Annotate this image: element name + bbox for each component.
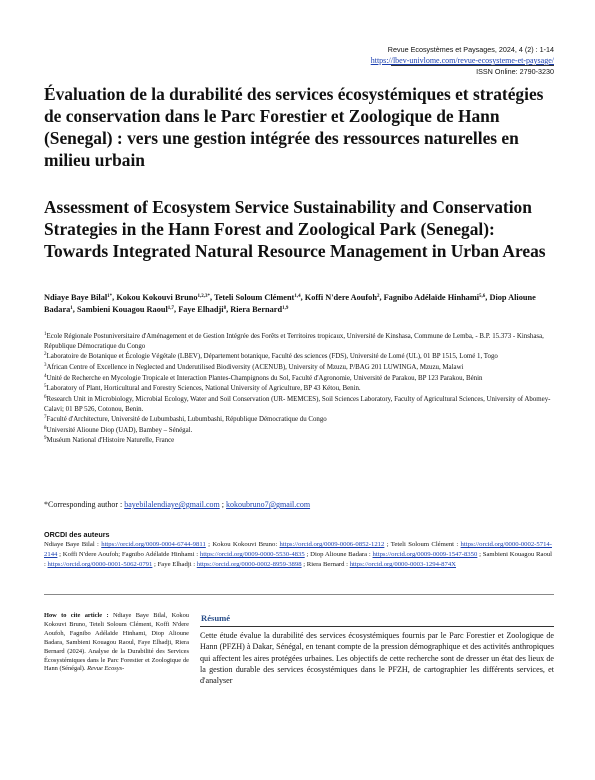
affiliation-item <box>44 415 552 425</box>
header-rule <box>391 65 554 66</box>
orcid-author: Faye Elhadji : <box>157 561 197 569</box>
orcid-author: Sambieni Kouagou Raoul : <box>44 551 553 569</box>
orcid-author: Riera Bernard : <box>306 561 350 569</box>
how-to-cite <box>44 612 189 674</box>
email-link-1[interactable]: bayebilalendiaye@gmail.com <box>124 500 220 509</box>
issn: ISSN Online: 2790-3230 <box>476 67 554 76</box>
affiliation-text: Laboratory of Plant, Horticultural and Forestry Sciences, National University of Agriculture, BP 43 Kétou, Benin. <box>46 385 361 393</box>
author-affil-sup: 1* <box>107 294 113 299</box>
author-name: Teteli Soloum Clément <box>213 293 295 302</box>
author-affil-sup: 5,6 <box>479 294 486 299</box>
orcid-author: Diop Alioune Badara : <box>310 551 373 559</box>
orcid-link[interactable]: https://orcid.org/0009-0006-0852-1212 <box>279 541 385 548</box>
orcid-link[interactable]: https://orcid.org/0009-0000-5530-4835 <box>199 551 305 559</box>
affiliation-item <box>44 374 552 384</box>
orcid-link[interactable]: https://orcid.org/0009-0009-1547-8350 <box>372 551 478 559</box>
cite-text: Ndiaye Baye Bilal, Kokou Kokouvi Bruno, Teteli Soloum Clément, Koffi N'dere Aoufoh, Fagnibo Adélaïde Hinhami, Diop Alioune Badara, Sambieni Kouagou Raoul, Faye Elhadji, Riera Bernard (2024). Analyse de la Durabilité des Services Écosystémiques dans le Parc Forestier et Zoologique de Hann (Sénégal). <box>44 612 189 673</box>
affiliation-sup: 8 <box>44 425 47 431</box>
affiliation-item <box>44 395 552 415</box>
author-name: Koffi N'dere Aoufoh <box>304 293 377 302</box>
orcid-author: Koffi N'dere Aoufoh; Fagnibo Adélaïde Hinhami : <box>62 551 200 559</box>
corresponding-label: *Corresponding author : <box>44 500 125 509</box>
affiliation-item <box>44 332 552 352</box>
affiliation-text: Muséum National d'Histoire Naturelle, France <box>46 437 175 445</box>
affiliation-item <box>44 436 552 446</box>
affiliation-text: Ecole Régionale Postuniversitaire d'Aménagement et de Gestion Intégrée des Forêts et Territoires tropicaux, Université de Kinshasa, Commune de Lemba, - B.P. 15.373 - Kinshasa, République Démocratique du Congo <box>44 333 544 350</box>
affiliation-text: African Centre of Excellence in Neglected and Underutilised Biodiversity (ACENUB), University of Mzuzu, P/BAG 201 LUWINGA, Mzuzu, Malawi <box>46 363 464 371</box>
orcid-author: Kokou Kokouvi Bruno: <box>212 541 280 548</box>
affiliation-sup: 4 <box>44 373 47 379</box>
orcid-heading: ORCDI des auteurs <box>44 530 110 539</box>
affiliation-item <box>44 384 552 394</box>
abstract-heading: Résumé <box>201 613 231 623</box>
title-english: Assessment of Ecosystem Service Sustainability and Conservation Strategies in the Hann Forest and Zoological Park (Senegal): Towards Integrated Natural Resource Management in Urban Areas <box>44 197 546 261</box>
author-affil-sup: 1,7 <box>167 306 175 311</box>
affiliation-item <box>44 363 552 373</box>
affiliation-sup: 1 <box>44 332 47 337</box>
affiliation-text: Laboratoire de Botanique et Écologie Végétale (LBEV), Département botanique, Faculté des sciences (FDS), Université de Lomé (UL), 01 BP 1515, Lomé 1, Togo <box>46 353 498 361</box>
author-affil-sup: 1,2,3* <box>197 294 210 299</box>
orcid-link[interactable]: https://orcid.org/0009-0004-6744-9811 <box>101 541 206 548</box>
cite-label: How to cite article : <box>44 612 113 619</box>
affiliation-item <box>44 352 552 362</box>
author-name: Ndiaye Baye Bilal <box>44 293 108 302</box>
orcid-list: Ndiaye Baye Bilal : https://orcid.org/0009-0004-6744-9811 ; Kokou Kokouvi Bruno: https://orcid.org/0009-0006-0852-1212 ; Teteli Soloum Clément : https://orcid.org/0000-0002-5714-2144 ; Koffi N'dere Aoufoh; Fagnibo Adélaïde Hinhami : https://orcid.org/0009-0000-5530-4835 ; Diop Alioune Badara : https://orcid.org/0009-0009-1547-8350 ; Sambieni Kouagou Raoul : https://orcid.org/0000-0001-5062-0791 ; Faye Elhadji : https://orcid.org/0000-0002-8959-3898 ; Riera Bernard : https://orcid.org/0000-0003-1294-874X <box>44 541 553 569</box>
affiliation-list <box>44 332 552 447</box>
orcid-link[interactable]: https://orcid.org/0000-0002-8959-3898 <box>196 561 302 569</box>
affiliation-sup: 2 <box>44 352 47 358</box>
orcid-link[interactable]: https://orcid.org/0000-0001-5062-0791 <box>47 561 153 569</box>
affiliation-text: Faculté d'Architecture, Université de Lubumbashi, Lubumbashi, République Démocratique du Congo <box>46 416 327 424</box>
journal-citation: Revue Ecosystèmes et Paysages, 2024, 4 (2) : 1-14 <box>387 45 554 54</box>
journal-url-link[interactable]: https://lbev-univlome.com/revue-ecosysteme-et-paysage/ <box>370 56 554 65</box>
orcid-link[interactable]: https://orcid.org/0000-0003-1294-874X <box>349 561 457 569</box>
author-affil-sup: 1,9 <box>282 306 289 311</box>
journal-header <box>371 44 554 77</box>
author-name: Riera Bernard <box>230 305 283 314</box>
author-affil-sup: 1,4 <box>294 294 301 299</box>
author-name: Sambieni Kouagou Raoul <box>76 305 168 314</box>
author-name: Faye Elhadji <box>178 305 224 314</box>
author-name: Diop Alioune Badara <box>44 293 536 314</box>
affiliation-text: Unité de Recherche en Mycologie Tropicale et Interaction Plantes-Champignons du Sol, Faculté d'Agronomie, Université de Parakou, BP 123 Parakou, Bénin <box>46 374 483 382</box>
affiliation-text: Research Unit in Microbiology, Microbial Ecology, Water and Soil Conservation (UR- MEMCES), Soil Sciences Laboratory, Faculty of Agricultural Sciences, University of Abomey-Calavi; 01 BP 526, Cotonou, Benin. <box>44 395 551 413</box>
author-list: Ndiaye Baye Bilal$^{1*}$, Kokou Kokouvi Bruno$^{1,2,3*}$, Teteli Soloum Clément$^{1,4}$, Koffi N'dere Aoufoh$^2$, Fagnibo Adélaïde Hinhami$^{5,6}$, Diop Alioune Badara$^1$, Sambieni Kouagou Raoul$^{1,7}$, Faye Elhadji$^8$, Riera Bernard$^{1,9}$ <box>44 293 536 314</box>
author-name: Fagnibo Adélaïde Hinhami <box>383 293 480 302</box>
author-affil-sup: 1 <box>70 306 73 311</box>
title-french: Évaluation de la durabilité des services écosystémiques et stratégies de conservation dans le Parc Forestier et Zoologique de Hann (Senegal) : vers une gestion intégrée des ressources naturelles en milieu urbain <box>44 84 544 170</box>
orcid-link[interactable]: https://orcid.org/0000-0002-5714-2144 <box>44 541 552 559</box>
affiliation-sup: 7 <box>44 415 47 421</box>
affiliation-sup: 9 <box>44 436 47 442</box>
abstract-rule <box>200 626 554 627</box>
abstract-text: Cette étude évalue la durabilité des services écosystémiques fournis par le Parc Forestier et Zoologique de Hann (PFZH) à Dakar, Sénégal, en tenant compte de la pression démographique et des activités anthropiques qui affectent les aires protégées urbaines. Les objectifs de cette recherche sont de dresser un état des lieux de la gestion durable des services écosystémiques dans le PFZH, de cartographier les différents services, et d'analyser <box>200 631 554 686</box>
orcid-author: Ndiaye Baye Bilal : <box>44 541 102 548</box>
email-link-2[interactable]: kokoubruno7@gmail.com <box>226 500 311 509</box>
affiliation-sup: 5 <box>44 384 47 390</box>
affiliation-text: Université Alioune Diop (UAD), Bambey – Sénégal. <box>46 426 193 434</box>
author-name: Kokou Kokouvi Bruno <box>116 293 198 302</box>
orcid-author: Teteli Soloum Clément : <box>390 541 461 548</box>
author-affil-sup: 8 <box>223 306 227 311</box>
affiliation-item <box>44 426 552 436</box>
cite-journal: Revue Ecosys- <box>87 665 125 673</box>
corresponding-author <box>44 499 552 511</box>
email-separator: ; <box>219 500 227 509</box>
affiliation-sup: 6 <box>44 394 47 400</box>
affiliation-sup: 3 <box>44 362 47 368</box>
section-divider <box>44 594 554 595</box>
author-affil-sup: 2 <box>376 294 380 299</box>
